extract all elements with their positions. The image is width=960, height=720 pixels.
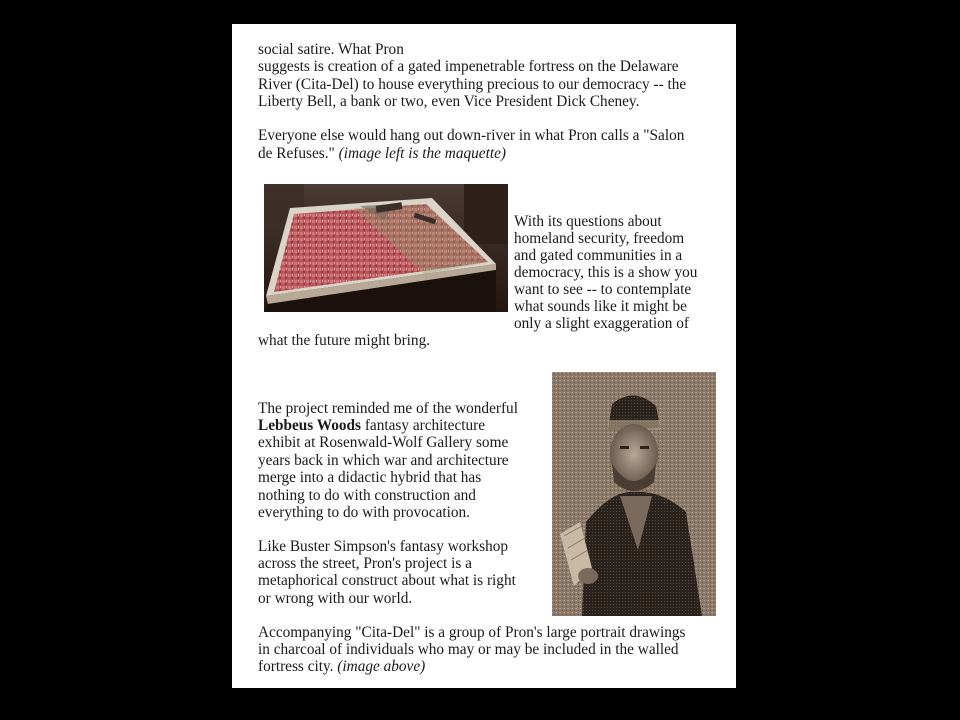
maquette-caption: (image left is the maquette) [338, 145, 506, 162]
p4-line-7: everything to do with provocation. [258, 504, 470, 521]
p2-line-2-text: de Refuses." [258, 145, 339, 162]
p3-line-2: homeland security, freedom [514, 230, 685, 247]
p1-line-3: River (Cita-Del) to house everything precious to our democracy -- the [258, 76, 687, 93]
p6-line-2: in charcoal of individuals who may or may be included in the walled [258, 641, 679, 658]
p3-line-3: and gated communities in a [514, 247, 683, 264]
p4-line-6: nothing to do with construction and [258, 487, 476, 504]
p5-line-2: across the street, Pron's project is a [258, 555, 472, 572]
p4-line-3: exhibit at Rosenwald-Wolf Gallery some [258, 434, 509, 451]
p3-line-4: democracy, this is a show you [514, 264, 698, 281]
p5-line-3: metaphorical construct about what is right [258, 572, 516, 589]
lebbeus-woods-name: Lebbeus Woods [258, 417, 362, 434]
portrait-caption: (image above) [337, 658, 426, 675]
p1-line-4: Liberty Bell, a bank or two, even Vice President Dick Cheney. [258, 93, 640, 110]
portrait-drawing [552, 372, 716, 616]
p4-line-2 [258, 417, 485, 434]
p5-line-1: Like Buster Simpson's fantasy workshop [258, 538, 509, 555]
p3-line-1: With its questions about [514, 213, 662, 230]
p6-line-3 [258, 658, 425, 675]
p4-line-4: years back in which war and architecture [258, 452, 509, 469]
p4-line-5: merge into a didactic hybrid that has [258, 469, 482, 486]
p4-line-2-rest: fantasy architecture [361, 417, 486, 434]
p6-line-3-text: fortress city. [258, 658, 338, 675]
p5-line-4: or wrong with our world. [258, 590, 413, 607]
p1-line-1: social satire. What Pron [258, 41, 404, 58]
maquette-photo [264, 184, 508, 312]
p6-line-1: Accompanying "Cita-Del" is a group of Pron's large portrait drawings [258, 624, 686, 641]
p1-line-2: suggests is creation of a gated impenetrable fortress on the Delaware [258, 58, 679, 75]
p4-line-1: The project reminded me of the wonderful [258, 400, 518, 417]
portrait-illustration [552, 372, 716, 616]
p2-line-1: Everyone else would hang out down-river in what Pron calls a "Salon [258, 127, 685, 144]
p3-line-7: only a slight exaggeration of [514, 315, 690, 332]
p3-line-8: what the future might bring. [258, 332, 431, 349]
p3-line-6: what sounds like it might be [514, 298, 687, 315]
maquette-illustration [264, 184, 508, 312]
p2-line-2 [258, 145, 506, 162]
p3-line-5: want to see -- to contemplate [514, 281, 692, 298]
